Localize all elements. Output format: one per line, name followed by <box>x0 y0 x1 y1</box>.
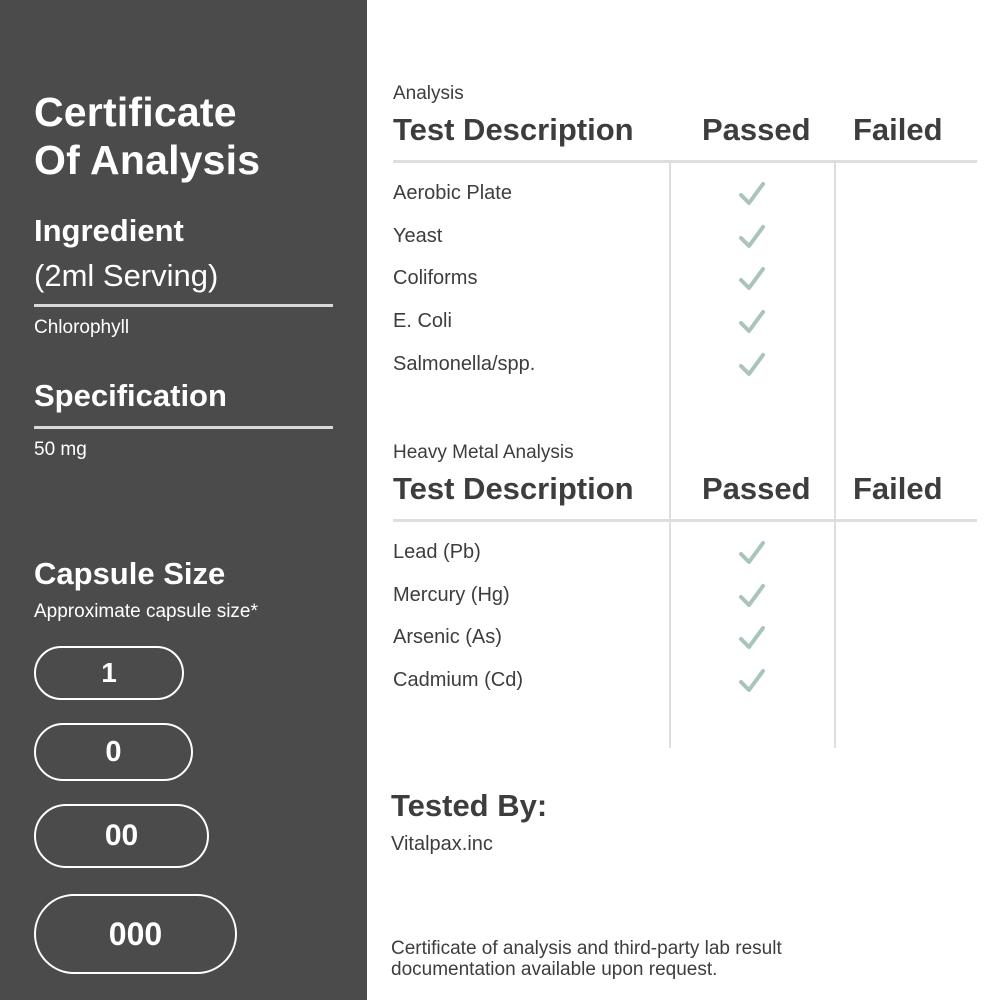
ingredient-value: Chlorophyll <box>34 317 130 338</box>
table-row-label: Cadmium (Cd) <box>393 669 524 691</box>
table-row-label: Salmonella/spp. <box>393 353 536 375</box>
capsule-size-pill: 1 <box>34 646 184 700</box>
capsule-size-pill: 00 <box>34 804 209 868</box>
check-icon <box>738 624 766 652</box>
check-icon <box>738 308 766 336</box>
header-divider <box>393 519 977 522</box>
table-row-label: Yeast <box>393 225 443 247</box>
capsule-size-pill: 0 <box>34 723 193 781</box>
column-header-test: Test Description <box>393 471 634 506</box>
column-header-test: Test Description <box>393 112 634 147</box>
tested-by-value: Vitalpax.inc <box>391 833 493 855</box>
footnote: Certificate of analysis and third-party lab result documentation available upon request. <box>391 938 782 980</box>
check-icon <box>738 265 766 293</box>
column-divider <box>669 162 671 748</box>
capsule-size-note: Approximate capsule size* <box>34 601 258 622</box>
specification-heading: Specification <box>34 378 227 413</box>
column-divider <box>834 162 836 748</box>
table-row-label: E. Coli <box>393 310 452 332</box>
heavy-metal-section-label: Heavy Metal Analysis <box>393 442 574 463</box>
analysis-section-label: Analysis <box>393 83 464 104</box>
table-row-label: Lead (Pb) <box>393 541 481 563</box>
tested-by-heading: Tested By: <box>391 788 548 823</box>
capsule-size-pill: 000 <box>34 894 237 974</box>
check-icon <box>738 667 766 695</box>
check-icon <box>738 223 766 251</box>
check-icon <box>738 180 766 208</box>
ingredient-heading: Ingredient <box>34 213 184 248</box>
page-title <box>34 88 354 184</box>
sidebar <box>0 0 367 1000</box>
table-row-label: Arsenic (As) <box>393 626 502 648</box>
title-line-1: Certificate <box>34 89 237 135</box>
table-row-label: Aerobic Plate <box>393 182 512 204</box>
check-icon <box>738 539 766 567</box>
title-line-2: Of Analysis <box>34 137 261 183</box>
check-icon <box>738 351 766 379</box>
column-header-failed: Failed <box>853 112 943 147</box>
ingredient-serving: (2ml Serving) <box>34 258 219 293</box>
check-icon <box>738 582 766 610</box>
divider <box>34 426 333 429</box>
header-divider <box>393 160 977 163</box>
specification-value: 50 mg <box>34 439 87 460</box>
column-header-passed: Passed <box>702 112 811 147</box>
column-header-failed: Failed <box>853 471 943 506</box>
table-row-label: Mercury (Hg) <box>393 584 510 606</box>
capsule-size-heading: Capsule Size <box>34 556 226 591</box>
column-header-passed: Passed <box>702 471 811 506</box>
table-row-label: Coliforms <box>393 267 478 289</box>
divider <box>34 304 333 307</box>
